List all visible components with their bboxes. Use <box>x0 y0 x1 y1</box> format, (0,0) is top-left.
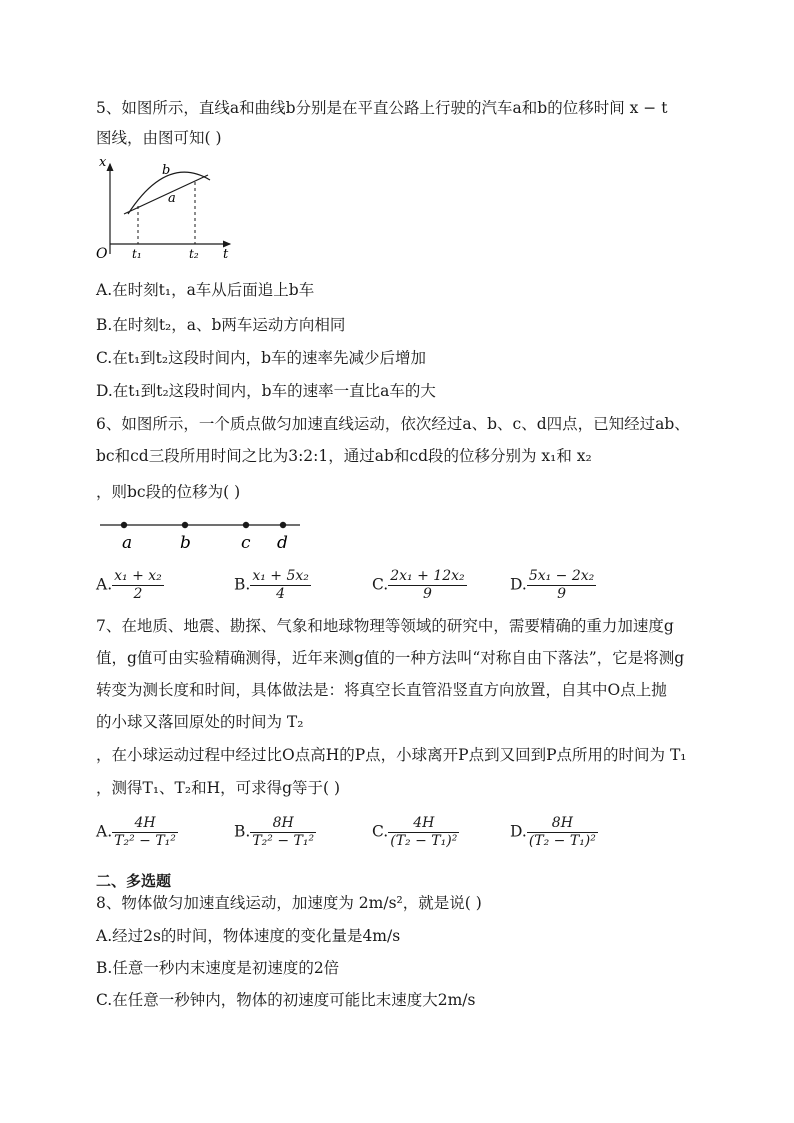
point-d <box>280 522 286 528</box>
q7-option-a: A. $\frac{4H}{\text{T₂² − T₁²}}$ <box>96 815 176 849</box>
t1-label: t₁ <box>132 247 142 261</box>
q5-option-c: C.在t₁到t₂这段时间内，b车的速率先减少后增加 <box>96 349 427 367</box>
point-c <box>243 522 249 528</box>
q5-stem-line1: 5、如图所示，直线a和曲线b分别是在平直公路上行驶的汽车a和b的位移时间 x − t <box>96 99 668 117</box>
point-a-label: a <box>122 533 133 553</box>
q7-stem-line3: 转变为测长度和时间，具体做法是：将真空长直管沿竖直方向放置，自其中O点上抛 <box>96 681 667 699</box>
q5-xt-graph <box>92 150 242 268</box>
q6-stem-line2: bc和cd三段所用时间之比为3:2:1，通过ab和cd段的位移分别为 x₁和 x₂ <box>96 447 592 465</box>
section-title-multiple-choice: 二、多选题 <box>96 872 172 890</box>
q5-option-d: D.在t₁到t₂这段时间内，b车的速率一直比a车的大 <box>96 382 436 400</box>
q5-option-a: A.在时刻t₁，a车从后面追上b车 <box>96 281 315 299</box>
q6-option-b: B. $\frac{\text{x₁ + 5x₂}}{4}$ <box>234 568 309 602</box>
q6-option-a: A. $\frac{\text{x₁ + x₂}}{2}$ <box>96 568 162 602</box>
t2-label: t₂ <box>189 247 199 261</box>
q6-points-line <box>96 514 306 554</box>
q8-stem: 8、物体做匀加速直线运动，加速度为 2m/s²，就是说( ) <box>96 894 482 912</box>
y-axis-label: x <box>99 155 107 170</box>
q7-option-b: B. $\frac{8H}{\text{T₂² − T₁²}}$ <box>234 815 315 849</box>
point-b-label: b <box>180 533 191 553</box>
q6-stem-line3: ，则bc段的位移为( ) <box>96 483 241 501</box>
q7-stem-line1: 7、在地质、地震、勘探、气象和地球物理等领域的研究中，需要精确的重力加速度g <box>96 617 674 635</box>
q5-option-b: B.在时刻t₂，a、b两车运动方向相同 <box>96 316 346 334</box>
point-b <box>182 522 188 528</box>
line-a-label: a <box>168 191 176 206</box>
q8-option-b: B.任意一秒内末速度是初速度的2倍 <box>96 959 340 977</box>
curve-b-label: b <box>162 163 171 178</box>
point-d-label: d <box>277 533 288 553</box>
q7-option-d: D. $\frac{8H}{\text{(T₂ − T₁)²}}$ <box>510 815 596 849</box>
origin-label: O <box>96 246 108 262</box>
q7-stem-line6: ，测得T₁、T₂和H，可求得g等于( ) <box>96 779 341 797</box>
q8-option-c: C.在任意一秒钟内，物体的初速度可能比末速度大2m/s <box>96 991 476 1009</box>
q5-stem-line2: 图线，由图可知( ) <box>96 129 222 147</box>
q6-option-d: D. $\frac{\text{5x₁ − 2x₂}}{9}$ <box>510 568 595 602</box>
q7-stem-line2: 值，g值可由实验精确测得，近年来测g值的一种方法叫“对称自由下落法”，它是将测g <box>96 649 685 667</box>
q7-stem-line5: ，在小球运动过程中经过比O点高H的P点，小球离开P点到又回到P点所用的时间为 T₁ <box>96 746 687 764</box>
x-axis-label: t <box>223 247 229 262</box>
point-a <box>121 522 127 528</box>
q6-stem-line1: 6、如图所示，一个质点做匀加速直线运动，依次经过a、b、c、d四点，已知经过ab、 <box>96 415 690 433</box>
q7-option-c: C. $\frac{4H}{\text{(T₂ − T₁)²}}$ <box>372 815 458 849</box>
point-c-label: c <box>241 533 251 553</box>
q6-option-c: C. $\frac{\text{2x₁ + 12x₂}}{9}$ <box>372 568 465 602</box>
q8-option-a: A.经过2s的时间，物体速度的变化量是4m/s <box>96 927 401 945</box>
q7-stem-line4: 的小球又落回原处的时间为 T₂ <box>96 713 304 731</box>
